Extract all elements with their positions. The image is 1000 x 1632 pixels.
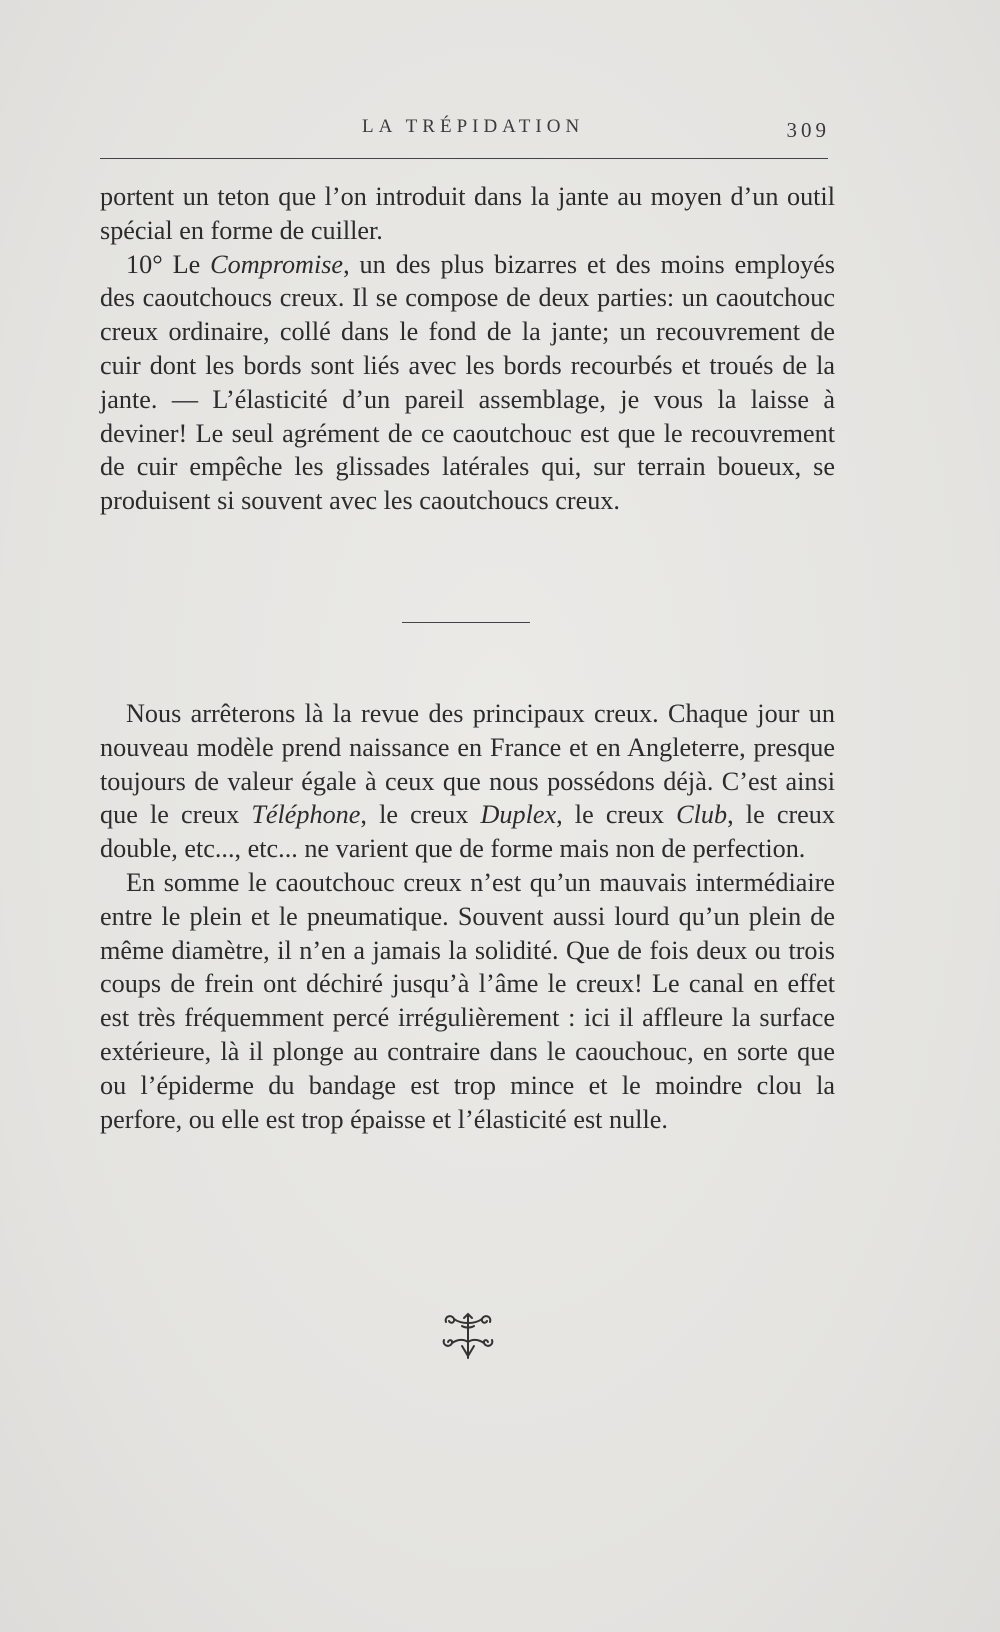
paragraph bbox=[100, 180, 835, 248]
text-run: , le creux bbox=[360, 800, 481, 830]
paragraph bbox=[100, 866, 835, 1136]
text-run: , un des plus bizarres et des moins employés des caoutchoucs creux. Il se compose de deux parties: un caoutchouc creux ordinaire, collé dans le fond de la jante; un recouvrement de cuir dont les bords sont liés avec les bords recourbés et troués de la jante. — L’élasticité d’un pareil assemblage, je vous la laisse à deviner! Le seul agrément de ce caoutchouc est que le recouvrement de cuir empêche les glissades latérales qui, sur terrain boueux, se produisent si souvent avec les caoutchoucs creux. bbox=[100, 249, 835, 516]
running-title: LA TRÉPIDATION bbox=[362, 116, 585, 137]
text-run: 10° Le bbox=[126, 249, 211, 279]
text-block-bottom bbox=[100, 697, 835, 1136]
header-rule bbox=[100, 158, 828, 159]
paragraph bbox=[100, 248, 835, 518]
italic-term: Téléphone bbox=[251, 800, 361, 830]
text-run: , le creux double, etc..., etc... ne varient que de forme mais non de perfection. bbox=[100, 800, 835, 864]
italic-term: Duplex bbox=[480, 800, 557, 830]
text-block-top bbox=[100, 180, 835, 518]
text-run: En somme le caoutchouc creux n’est qu’un mauvais intermédiaire entre le plein et le pneumatique. Souvent aussi lourd qu’un plein de même diamètre, il n’en a jamais la solidité. Que de fois deux ou trois coups de frein ont déchiré jusqu’à l’âme le creux! Le canal en effet est très fréquemment percé irrégulièrement : ici il affleure la surface extérieure, là il plonge au contraire dans le caouchouc, en sorte que ou l’épiderme du bandage est trop mince et le moindre clou la perfore, ou elle est trop épaisse et l’élasticité est nulle. bbox=[100, 867, 835, 1134]
text-run: portent un teton que l’on introduit dans la jante au moyen d’un outil spécial en forme de cuiller. bbox=[100, 182, 835, 245]
text-run: , le creux bbox=[556, 800, 677, 830]
fleuron-ornament-icon bbox=[440, 1312, 496, 1360]
running-head bbox=[100, 116, 830, 146]
page-number: 309 bbox=[786, 118, 830, 142]
paragraph bbox=[100, 697, 835, 866]
text-run: Nous arrêterons là la revue des principaux creux. Chaque jour un nouveau modèle prend naissance en France et en Angleterre, presque toujours de valeur égale à ceux que nous possédons déjà. C’est ainsi que le creux bbox=[100, 699, 835, 830]
italic-term: Club bbox=[676, 800, 728, 830]
italic-term: Compromise bbox=[210, 249, 344, 279]
section-divider bbox=[402, 622, 530, 623]
